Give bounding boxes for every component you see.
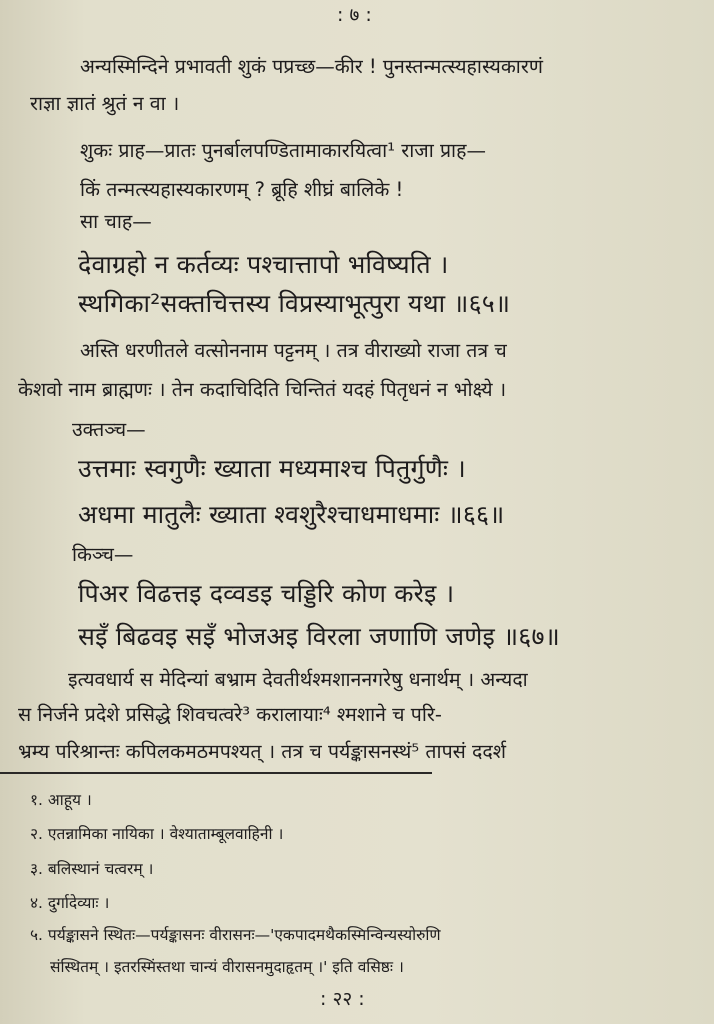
prose-line: केशवो नाम ब्राह्मणः । तेन कदाचिदिति चिन्तितं यदहं पितृधनं न भोक्ष्ये । — [18, 378, 507, 401]
prose-line: इत्यवधार्य स मेदिन्यां बभ्राम देवतीर्थश्मशाननगरेषु धनार्थम् । अन्यदा — [68, 668, 528, 691]
prose-line: राज्ञा ज्ञातं श्रुतं न वा । — [30, 92, 180, 115]
prose-line: अस्ति धरणीतले वत्सोननाम पट्टनम् । तत्र वीराख्यो राजा तत्र च — [80, 339, 507, 362]
prose-line: उक्तञ्च— — [72, 418, 146, 441]
verse-line: उत्तमाः स्वगुणैः ख्याता मध्यमाश्च पितुर्गुणैः । — [78, 454, 466, 483]
verse-line: स्थगिका²सक्तचित्तस्य विप्रस्याभूत्पुरा यथा ॥६५॥ — [78, 289, 511, 318]
verse-line: पिअर विढत्तइ दव्वडइ चड्डिरि कोण करेइ । — [78, 579, 455, 608]
prose-line: किं तन्मत्स्यहास्यकारणम् ? ब्रूहि शीघ्रं बालिके ! — [80, 178, 404, 201]
prose-line: अन्यस्मिन्दिने प्रभावती शुकं पप्रच्छ—कीर ! पुनस्तन्मत्स्यहास्यकारणं — [80, 55, 543, 78]
footnote-continuation: संस्थितम् । इतरस्मिंस्तथा चान्यं वीरासनमुदाहृतम् ।' इति वसिष्ठः । — [50, 958, 404, 976]
prose-line: शुकः प्राह—प्रातः पुनर्बालपण्डितामाकारयित्वा¹ राजा प्राह— — [80, 139, 486, 162]
verse-line: अधमा मातुलैः ख्याता श्वशुरैश्चाधमाधमाः ॥६६॥ — [78, 500, 505, 529]
page-marker: : ७ : — [337, 4, 372, 26]
page-number: : २२ : — [320, 988, 365, 1010]
verse-line: देवाग्रहो न कर्तव्यः पश्चात्तापो भविष्यति । — [78, 250, 449, 279]
footnote-divider — [0, 772, 432, 774]
prose-line: सा चाह— — [80, 210, 152, 233]
prose-line: भ्रम्य परिश्रान्तः कपिलकमठमपश्यत् । तत्र च पर्यङ्कासनस्थं⁵ तापसं ददर्श — [18, 740, 507, 763]
footnote: १. आहूय । — [30, 791, 92, 809]
prose-line: स निर्जने प्रदेशे प्रसिद्धे शिवचत्वरे³ करालायाः⁴ श्मशाने च परि- — [18, 703, 442, 726]
footnote: ४. दुर्गादेव्याः । — [30, 894, 110, 912]
footnote: ५. पर्यङ्कासने स्थितः—पर्यङ्कासनः वीरासनः—'एकपादमथैकस्मिन्विन्यस्योरुणि — [30, 926, 441, 944]
verse-line: सइँ बिढवइ सइँ भोजअइ विरला जणाणि जणेइ ॥६७॥ — [78, 622, 560, 651]
footnote: २. एतन्नामिका नायिका । वेश्याताम्बूलवाहिनी । — [30, 825, 284, 843]
prose-line: किञ्च— — [72, 543, 134, 566]
footnote: ३. बलिस्थानं चत्वरम् । — [30, 860, 154, 878]
